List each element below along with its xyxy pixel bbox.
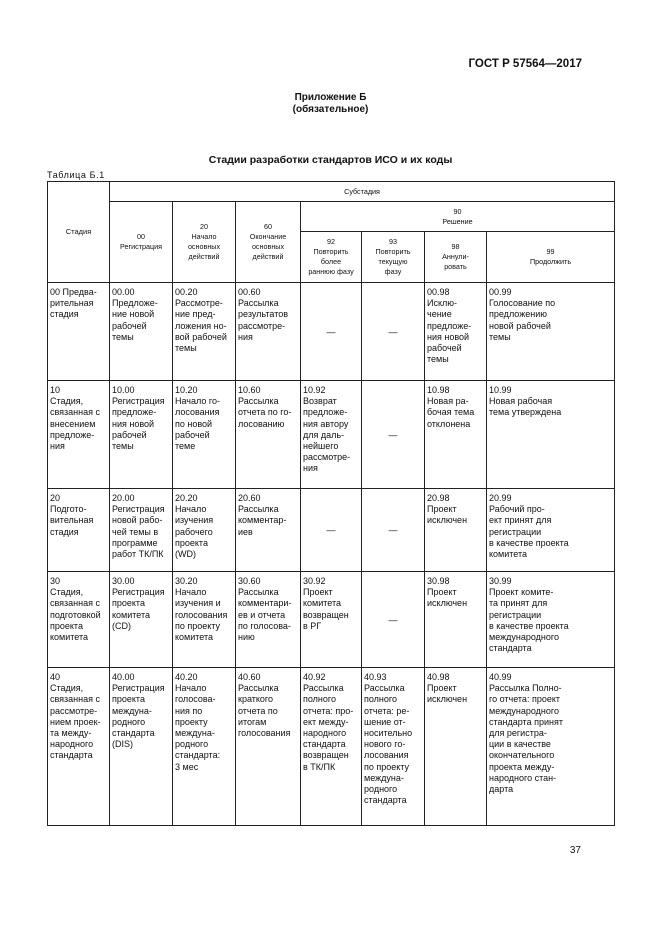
table-row	[48, 489, 615, 572]
header-row-1	[48, 182, 615, 202]
appendix-note: (обязательное)	[292, 104, 369, 115]
table-cell: 10.98 Новая ра- бочая тема отклонена	[425, 381, 487, 489]
header-col-20: 20 Начало основных действий	[173, 202, 236, 283]
page-title: Стадии разработки стандартов ИСО и их коды	[208, 154, 453, 166]
table-cell: 30.60 Рассылка комментари- ев и отчета по голосова- нию	[236, 572, 301, 668]
appendix-title: Приложение Б	[294, 92, 367, 103]
header-col-93: 93 Повторить текущую фазу	[362, 232, 425, 283]
table-cell: 10.99 Новая рабочая тема утверждена	[487, 381, 615, 489]
table-cell: 30.92 Проект комитета возвращен в РГ	[301, 572, 362, 668]
header-col-92: 92 Повторить более раннюю фазу	[301, 232, 362, 283]
table-cell: 40.98 Проект исключен	[425, 668, 487, 826]
table-cell: 00.20 Рассмотре- ние пред- ложения но- вой рабочей темы	[173, 283, 236, 381]
table-cell: 20.20 Начало изучения рабочего проекта (WD)	[173, 489, 236, 572]
table-cell: 00 Предва- рительная стадия	[48, 283, 110, 381]
document-code: ГОСТ Р 57564—2017	[468, 58, 582, 70]
table-cell: 40.93 Рассылка полного отчета: ре- шение от- носительно нового го- лосования по проекту междуна- родного стандарта	[362, 668, 425, 826]
table-cell: 40 Стадия, связанная с рассмотре- нием проек- та между- народного стандарта	[48, 668, 110, 826]
table-cell: —	[362, 489, 425, 572]
table-cell: —	[362, 572, 425, 668]
page-number: 37	[569, 845, 581, 856]
table-cell: 00.00 Предложе- ние новой рабочей темы	[110, 283, 173, 381]
header-row-2	[48, 202, 615, 232]
table-cell: 20.60 Рассылка комментар- иев	[236, 489, 301, 572]
header-col-90: 90 Решение	[301, 202, 615, 232]
header-col-98: 98 Аннули- ровать	[425, 232, 487, 283]
table-cell: 10.20 Начало го- лосования по новой рабочей теме	[173, 381, 236, 489]
header-col-60: 60 Окончание основных действий	[236, 202, 301, 283]
appendix-heading	[0, 92, 661, 116]
table-cell: 00.99 Голосование по предложению новой рабочей темы	[487, 283, 615, 381]
table-row	[48, 572, 615, 668]
table-cell: 30.20 Начало изучения и голосования по проекту комитета	[173, 572, 236, 668]
table-row	[48, 283, 615, 381]
table-cell: 30.99 Проект комите- та принят для регистрации в качестве проекта международного стандарта	[487, 572, 615, 668]
table-cell: 30.98 Проект исключен	[425, 572, 487, 668]
table-label: Таблица Б.1	[47, 170, 105, 180]
table-row	[48, 381, 615, 489]
table-cell: 00.98 Исклю- чение предложе- ния новой рабочей темы	[425, 283, 487, 381]
table-cell: 40.60 Рассылка краткого отчета по итогам голосования	[236, 668, 301, 826]
table-cell: 10.60 Рассылка отчета по го- лосованию	[236, 381, 301, 489]
header-col-99: 99 Продолжить	[487, 232, 615, 283]
table-cell: 40.99 Рассылка Полно- го отчета: проект международного стандарта принят для регистра- ции в качестве окончательного проекта между- народного стан- дарта	[487, 668, 615, 826]
table-cell: 10.92 Возврат предложе- ния автору для даль- нейшего рассмотре- ния	[301, 381, 362, 489]
stages-table	[47, 181, 615, 826]
header-substage: Субстадия	[110, 182, 615, 202]
table-cell: 30 Стадия, связанная с подготовкой проекта комитета	[48, 572, 110, 668]
table-cell: 40.00 Регистрация проекта междуна- родного стандарта (DIS)	[110, 668, 173, 826]
table-cell: 20.98 Проект исключен	[425, 489, 487, 572]
table-cell: 40.20 Начало голосова- ния по проекту междуна- родного стандарта: 3 мес	[173, 668, 236, 826]
table-cell: —	[362, 381, 425, 489]
table-cell: 20.00 Регистрация новой рабо- чей темы в программе работ ТК/ПК	[110, 489, 173, 572]
table-cell: 40.92 Рассылка полного отчета: про- ект между- народного стандарта возвращен в ТК/ПК	[301, 668, 362, 826]
table-cell: 10.00 Регистрация предложе- ния новой рабочей темы	[110, 381, 173, 489]
table-row	[48, 668, 615, 826]
table-cell: —	[362, 283, 425, 381]
table-cell: —	[301, 283, 362, 381]
header-stage: Стадия	[48, 182, 110, 283]
table-cell: 30.00 Регистрация проекта комитета (CD)	[110, 572, 173, 668]
table-cell: 20 Подгото- вительная стадия	[48, 489, 110, 572]
table-cell: —	[301, 489, 362, 572]
table-cell: 00.60 Рассылка результатов рассмотре- ния	[236, 283, 301, 381]
table-cell: 10 Стадия, связанная с внесением предложе- ния	[48, 381, 110, 489]
table-cell: 20.99 Рабочий про- ект принят для регистрации в качестве проекта комитета	[487, 489, 615, 572]
header-col-00: 00 Регистрация	[110, 202, 173, 283]
